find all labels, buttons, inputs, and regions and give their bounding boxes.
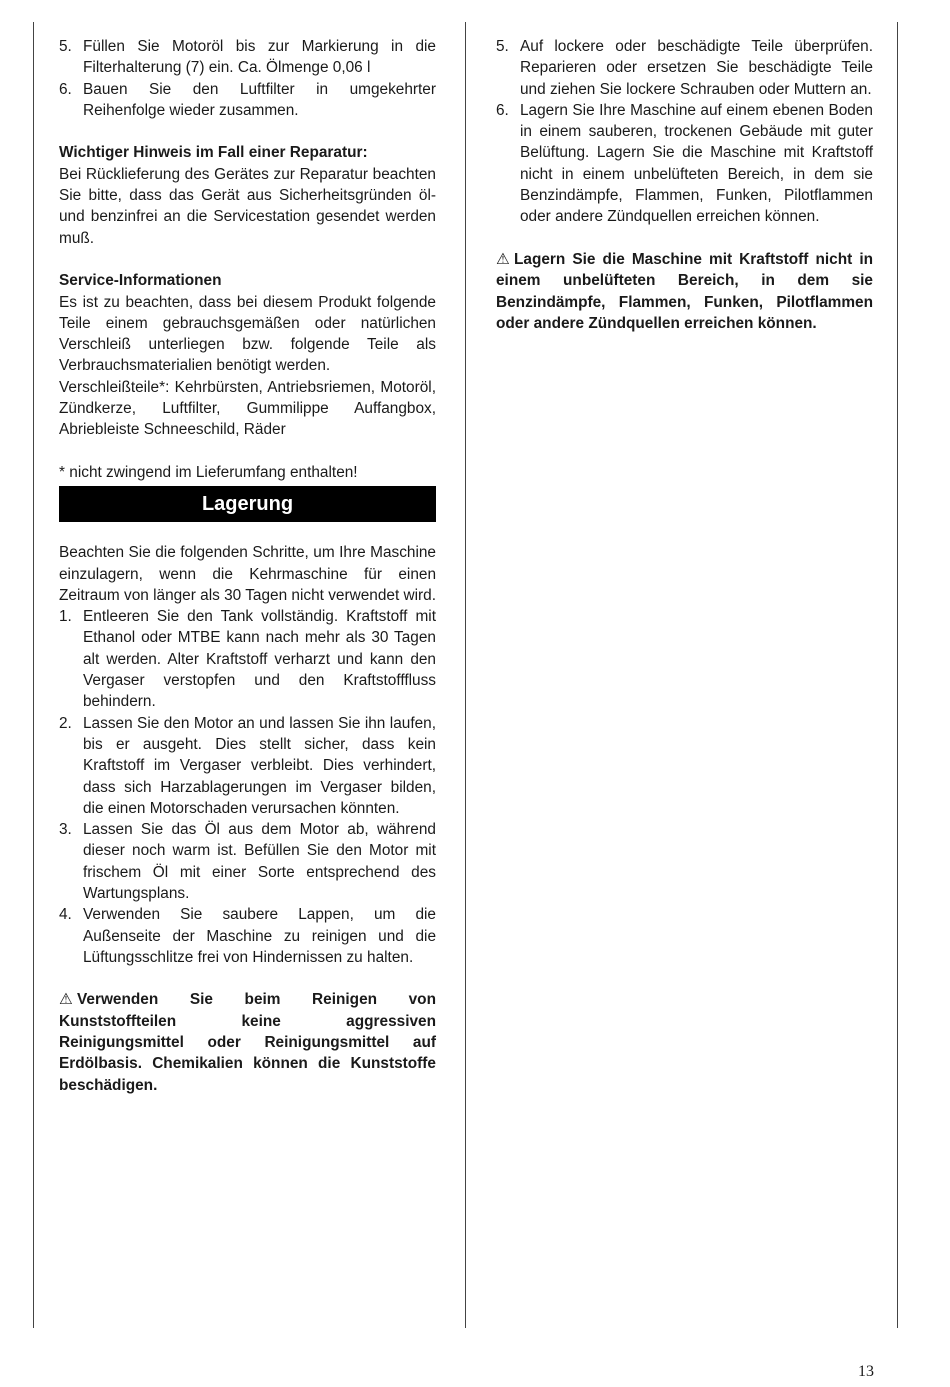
left-column <box>59 36 436 1096</box>
list-item <box>59 713 436 819</box>
section-title-lagerung: Lagerung <box>59 486 436 522</box>
list-item-number: 6. <box>496 101 509 119</box>
warning-triangle-icon: ⚠ <box>59 991 73 1009</box>
service-paragraph: Es ist zu beachten, dass bei diesem Produkt folgende Teile einem gebrauchsgemäßen oder natürlichen Verschleiß unterliegen bzw. folgende Teile als Verbrauchsmaterialien benötigt werden. <box>59 293 436 375</box>
list-item-number: 3. <box>59 821 72 839</box>
wear-parts-paragraph: Verschleißteile*: Kehrbürsten, Antriebsriemen, Motoröl, Zündkerze, Luftfilter, Gummilippe Auffangbox, Abriebleiste Schneeschild, Räder <box>59 378 436 439</box>
list-item-text: Füllen Sie Motoröl bis zur Markierung in die Filterhalterung (7) ein. Ca. Ölmenge 0,06 l <box>83 38 436 77</box>
list-item-number: 5. <box>496 38 509 55</box>
right-column <box>496 36 873 334</box>
fuel-storage-warning-text: Lagern Sie die Maschine mit Kraftstoff nicht in einem unbelüfteten Bereich, in dem sie Benzindämpfe, Flammen, Funken, Pilotflammen oder andere Zündquellen erreichen können. <box>496 250 873 332</box>
left-margin-rule <box>33 22 34 1328</box>
fuel-storage-warning <box>496 249 873 334</box>
service-heading: Service-Informationen <box>59 272 222 290</box>
list-item-number: 5. <box>59 38 72 55</box>
list-item <box>59 904 436 968</box>
storage-steps-list-continued <box>496 36 873 228</box>
list-item-number: 4. <box>59 906 72 924</box>
list-item <box>59 36 436 79</box>
list-item-text: Lagern Sie Ihre Maschine auf einem ebenen Boden in einem sauberen, trockenen Gebäude mit guter Belüftung. Lagern Sie die Maschine mit Kraftstoff nicht in einem unbelüfteten Bereich, in dem sie Benzindämpfe, Flammen, Funken, Pilotflammen oder andere Zündquellen erreichen können. <box>520 101 873 226</box>
footnote: * nicht zwingend im Lieferumfang enthalten! <box>59 463 358 481</box>
list-item <box>496 36 873 100</box>
list-item <box>59 819 436 904</box>
right-margin-rule <box>897 22 898 1328</box>
list-item-text: Verwenden Sie saubere Lappen, um die Außenseite der Maschine zu reinigen und die Lüftungsschlitze frei von Hindernissen zu halten. <box>83 906 436 966</box>
filter-steps-list <box>59 36 436 121</box>
list-item <box>59 606 436 712</box>
repair-paragraph: Bei Rücklieferung des Gerätes zur Reparatur beachten Sie bitte, dass das Gerät aus Sicherheitsgründen öl- und benzinfrei an die Servicestation gesendet werden muß. <box>59 165 436 247</box>
page-number: 13 <box>858 1363 874 1380</box>
list-item-number: 2. <box>59 714 72 732</box>
list-item-text: Bauen Sie den Luftfilter in umgekehrter Reihenfolge wieder zusammen. <box>83 80 436 119</box>
storage-intro-paragraph: Beachten Sie die folgenden Schritte, um Ihre Maschine einzulagern, wenn die Kehrmaschine für einen Zeitraum von länger als 30 Tagen nicht verwendet wird. <box>59 544 436 604</box>
repair-heading: Wichtiger Hinweis im Fall einer Reparatur: <box>59 144 368 162</box>
list-item-number: 1. <box>59 608 72 626</box>
cleaning-warning-text: Verwenden Sie beim Reinigen von Kunststoffteilen keine aggressiven Reinigungsmittel oder Reinigungsmittel auf Erdölbasis. Chemikalien können die Kunststoffe beschädigen. <box>59 991 436 1094</box>
list-item-text: Entleeren Sie den Tank vollständig. Kraftstoff mit Ethanol oder MTBE kann nach mehr als 30 Tagen alt werden. Alter Kraftstoff verharzt und kann den Vergaser verstopfen und den Kraftstofffluss behindern. <box>83 608 436 711</box>
list-item-number: 6. <box>59 80 72 98</box>
list-item-text: Lassen Sie den Motor an und lassen Sie ihn laufen, bis er ausgeht. Dies stellt sicher, dass kein Kraftstoff im Vergaser verbleibt. Dies verhindert, dass sich Harzablagerungen im Vergaser bilden, die einen Motorschaden verursachen könnten. <box>83 714 436 817</box>
warning-triangle-icon: ⚠ <box>496 250 510 268</box>
list-item <box>496 100 873 228</box>
list-item-text: Lassen Sie das Öl aus dem Motor ab, während dieser noch warm ist. Befüllen Sie den Motor mit frischem Öl mit einer Sorte entsprechend des Wartungsplans. <box>83 821 436 902</box>
list-item-text: Auf lockere oder beschädigte Teile überprüfen. Reparieren oder ersetzen Sie beschädigte Teile und ziehen Sie lockere Schrauben oder Muttern an. <box>520 38 873 98</box>
center-column-rule <box>465 22 466 1328</box>
cleaning-warning <box>59 989 436 1095</box>
storage-steps-list <box>59 606 436 968</box>
list-item <box>59 79 436 122</box>
